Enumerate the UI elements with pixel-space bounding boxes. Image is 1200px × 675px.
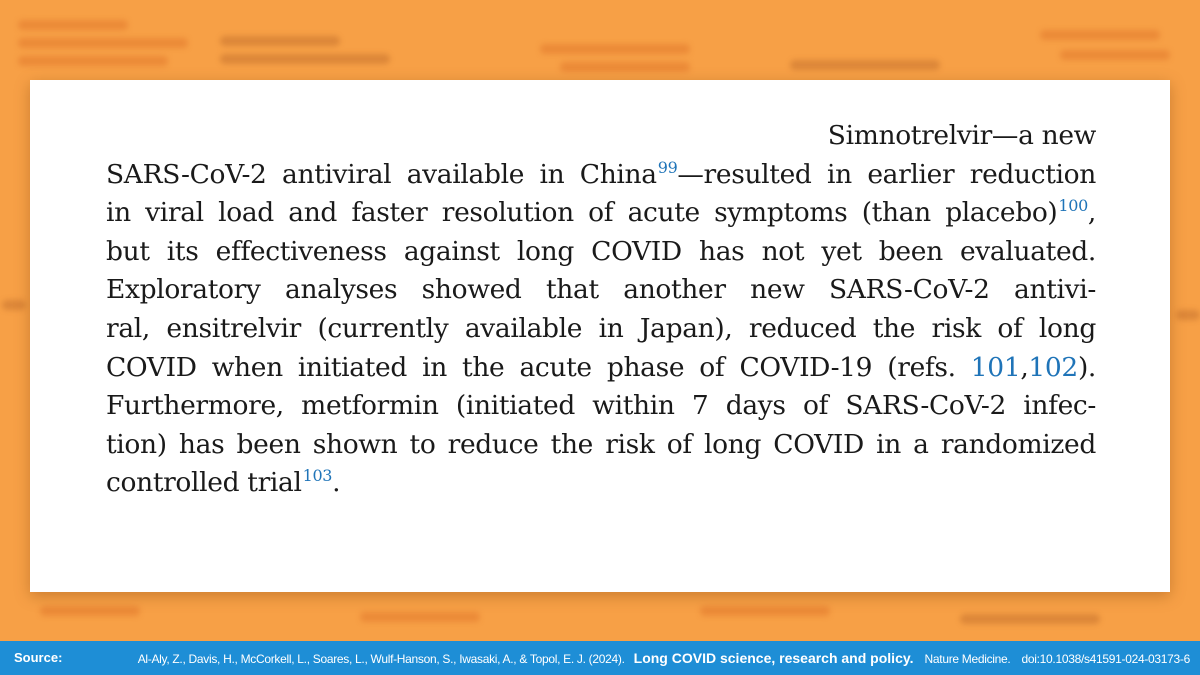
text-run: ral, ensitrelvir (currently available in Japan), reduced the risk of long [106, 312, 1096, 344]
text-run: COVID when initiated in the acute phase of COVID-19 (refs. [106, 351, 971, 383]
text-run: Furthermore, metformin (initiated within 7 days of SARS-CoV-2 infec- [106, 390, 1096, 422]
paragraph-line [106, 387, 1096, 426]
text-run: controlled trial [106, 467, 302, 499]
citation-title: Long COVID science, research and policy. [633, 650, 914, 666]
excerpt-paragraph [106, 117, 1096, 503]
paragraph-line [106, 310, 1096, 349]
text-run: —resulted in earlier reduction [677, 158, 1096, 190]
source-label: Source: [14, 650, 63, 665]
reference-link[interactable]: 102 [1028, 351, 1078, 383]
paragraph-line [106, 194, 1096, 233]
text-run: SARS-CoV-2 antiviral available in China [106, 158, 657, 190]
text-run: tion) has been shown to reduce the risk of long COVID in a randomized [106, 428, 1096, 460]
paragraph-line [106, 156, 1096, 195]
citation-authors: Al-Aly, Z., Davis, H., McCorkell, L., Soares, L., Wulf-Hanson, S., Iwasaki, A., & Topol, E. J. (2024). [137, 652, 625, 666]
paragraph-line [106, 464, 1096, 503]
citation-doi: doi:10.1038/s41591-024-03173-6 [1021, 652, 1190, 666]
text-run: . [332, 467, 341, 499]
citation-superscript-link[interactable]: 100 [1058, 196, 1088, 216]
citation-superscript-link[interactable]: 103 [302, 466, 333, 486]
citation-superscript-link[interactable]: 99 [657, 157, 678, 177]
text-run: , [1020, 351, 1029, 383]
text-run: Exploratory analyses showed that another new SARS-CoV-2 antivi- [106, 274, 1096, 306]
source-footer-bar [0, 641, 1200, 675]
reference-link[interactable]: 101 [970, 351, 1021, 383]
text-run: but its effectiveness against long COVID has not yet been evaluated. [106, 235, 1096, 267]
citation [138, 650, 1190, 666]
text-run: Simnotrelvir—a new [827, 120, 1096, 151]
paragraph-line [106, 117, 1096, 156]
paragraph-line [106, 426, 1096, 465]
text-run: , [1087, 197, 1096, 229]
text-run: ). [1077, 351, 1096, 383]
paragraph-line [106, 349, 1096, 388]
paragraph-line [106, 233, 1096, 272]
text-run: in viral load and faster resolution of acute symptoms (than placebo) [106, 197, 1058, 229]
paragraph-line [106, 271, 1096, 310]
excerpt-card [30, 80, 1170, 592]
citation-journal: Nature Medicine. [924, 652, 1011, 666]
